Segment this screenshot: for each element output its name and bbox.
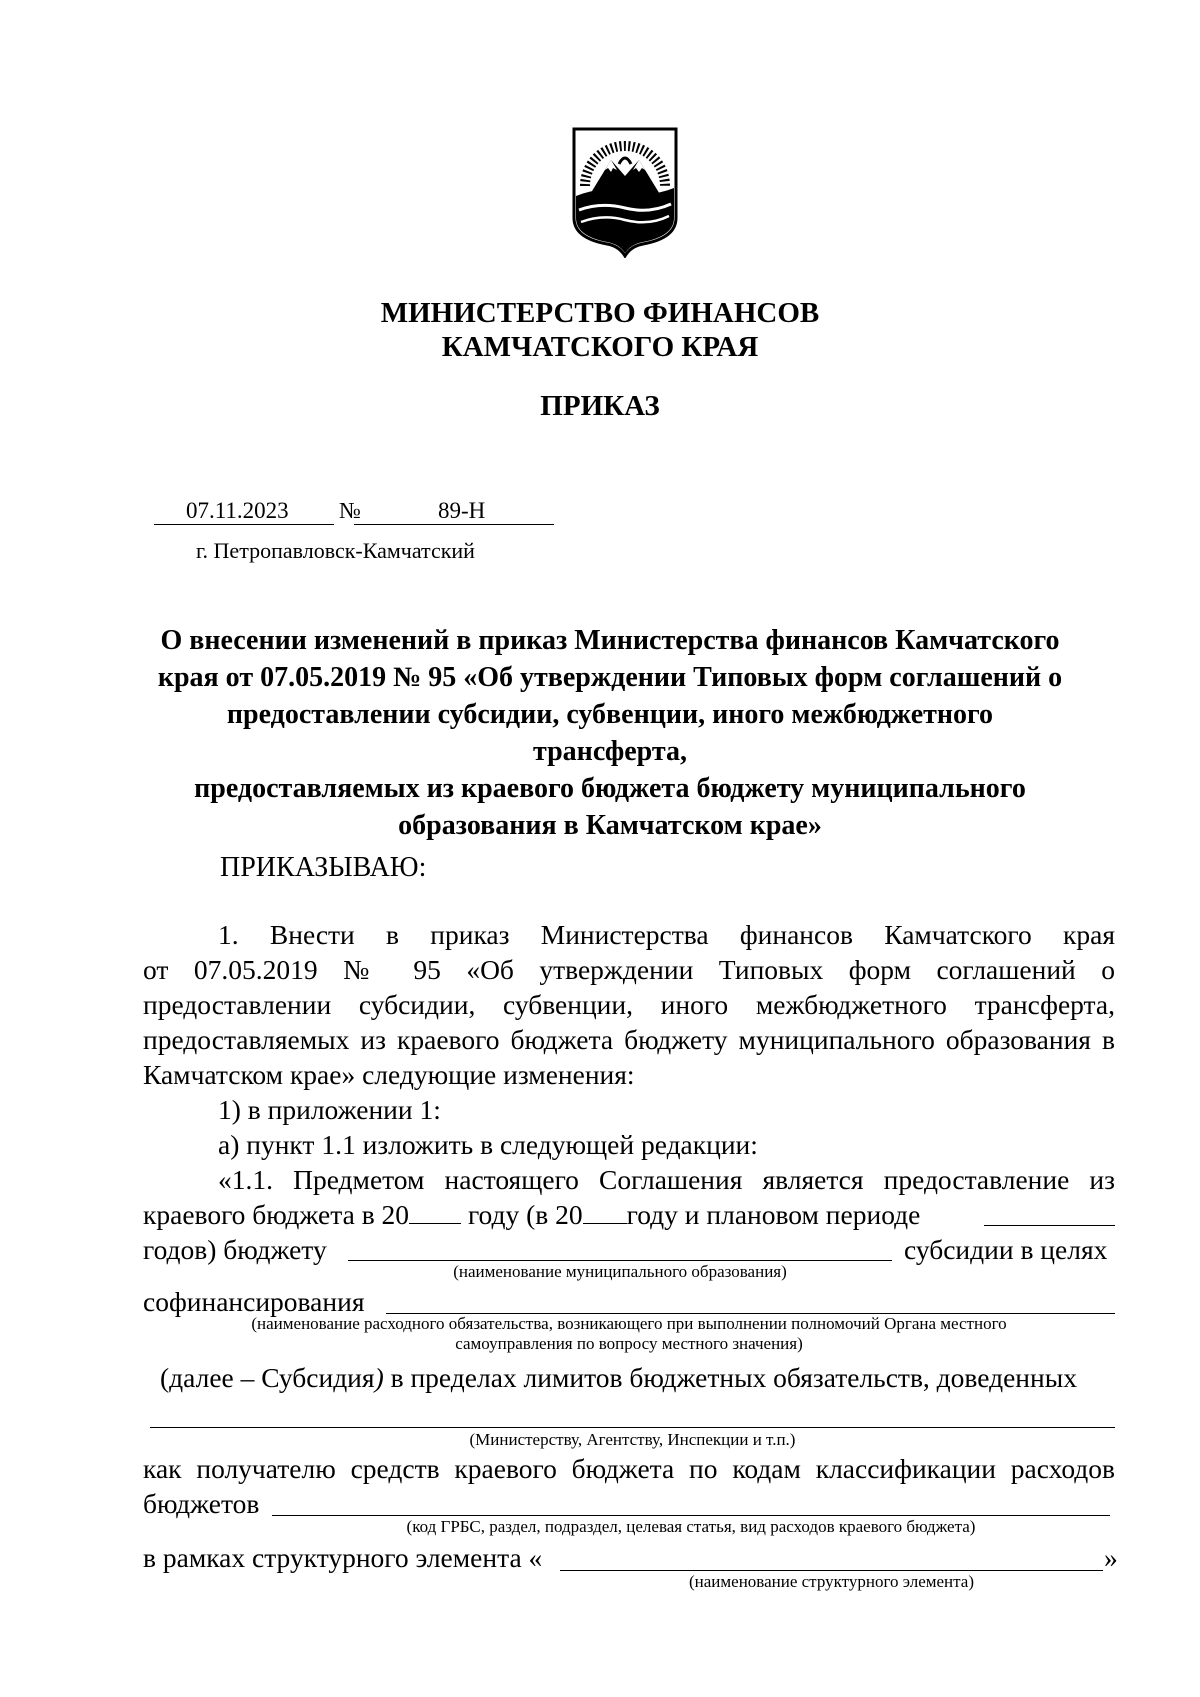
ministry-line-1: МИНИСТЕРСТВО ФИНАНСОВ [380, 297, 820, 329]
structural-blank [560, 1570, 1103, 1571]
text-fragment: (далее – Субсидия [160, 1362, 375, 1393]
order-directive: ПРИКАЗЫВАЮ: [220, 852, 427, 883]
paragraph-line: предоставлении субсидии, субвенции, иного межбюджетного трансферта, [143, 989, 1115, 1020]
paragraph-line: предоставляемых из краевого бюджета бюджету муниципального образования в [143, 1024, 1115, 1055]
period-blank [984, 1225, 1115, 1226]
paragraph-line: от 07.05.2019 № 95 «Об утверждении Типовых форм соглашений о [143, 954, 1115, 985]
quoted-line-3-left: годов) бюджету [143, 1234, 327, 1265]
document-type: ПРИКАЗ [540, 390, 660, 422]
paragraph-line: 1. Внести в приказ Министерства финансов Камчатского края [218, 919, 1115, 950]
title-line: образования в Камчатском крае» [398, 810, 822, 841]
budgets-label: бюджетов [143, 1488, 260, 1519]
text-fragment: году (в 20 [467, 1199, 583, 1230]
quoted-line-3-right: субсидии в целях [904, 1234, 1108, 1265]
list-item: 1) в приложении 1: [218, 1094, 441, 1125]
caption-codes: (код ГРБС, раздел, подраздел, целевая статья, вид расходов краевого бюджета) [406, 1517, 976, 1536]
number-sign: № [339, 498, 361, 523]
date-underline [154, 524, 334, 525]
text-fragment: краевого бюджета в 20 [143, 1199, 410, 1230]
year-blank [409, 1199, 461, 1224]
quoted-line: «1.1. Предметом настоящего Соглашения является предоставление из [218, 1164, 1115, 1195]
text-fragment: ) [374, 1362, 384, 1393]
caption-obligation-line-1: (наименование расходного обязательства, возникающего при выполнении полномочий Органа местного [251, 1314, 1007, 1333]
subsidy-line [160, 1360, 1077, 1395]
recipient-line: как получателю средств краевого бюджета по кодам классификации расходов [143, 1453, 1115, 1484]
caption-obligation-line-2: самоуправления по вопросу местного значения) [455, 1334, 803, 1353]
quoted-line-2 [143, 1197, 920, 1232]
title-line: О внесении изменений в приказ Министерства финансов Камчатского [160, 625, 1060, 656]
caption-ministry: (Министерству, Агентству, Инспекции и т.п.) [469, 1430, 796, 1449]
registration-line [154, 498, 554, 524]
year-blank [583, 1199, 627, 1224]
caption-structural: (наименование структурного элемента) [689, 1572, 974, 1591]
order-date: 07.11.2023 [186, 498, 289, 523]
document-title [150, 622, 1070, 844]
ministry-name [0, 296, 1200, 364]
paragraph-line: Камчатском крае» следующие изменения: [143, 1059, 635, 1090]
caption-municipality: (наименование муниципального образования) [453, 1262, 787, 1281]
ministry-blank [150, 1427, 1115, 1428]
structural-close: » [1104, 1542, 1118, 1573]
list-item: а) пункт 1.1 изложить в следующей редакции: [218, 1129, 758, 1160]
text-fragment: году и плановом периоде [626, 1199, 921, 1230]
ministry-line-2: КАМЧАТСКОГО КРАЯ [441, 331, 759, 363]
kamchatka-emblem-icon [571, 126, 679, 258]
text-fragment: в пределах лимитов бюджетных обязательств, доведенных [383, 1362, 1077, 1393]
order-number: 89-Н [438, 498, 486, 523]
caption-obligation [143, 1314, 1115, 1354]
cofinancing-label: софинансирования [143, 1286, 365, 1317]
title-line: края от 07.05.2019 № 95 «Об утверждении Типовых форм соглашений о [157, 662, 1063, 693]
title-line: предоставляемых из краевого бюджета бюджету муниципального [194, 773, 1026, 804]
number-underline [354, 524, 554, 525]
city: г. Петропавловск-Камчатский [196, 538, 475, 563]
structural-label: в рамках структурного элемента « [143, 1542, 543, 1573]
municipality-blank [348, 1260, 892, 1261]
title-line: предоставлении субсидии, субвенции, иного межбюджетного трансферта, [226, 699, 994, 767]
codes-blank [272, 1515, 1110, 1516]
